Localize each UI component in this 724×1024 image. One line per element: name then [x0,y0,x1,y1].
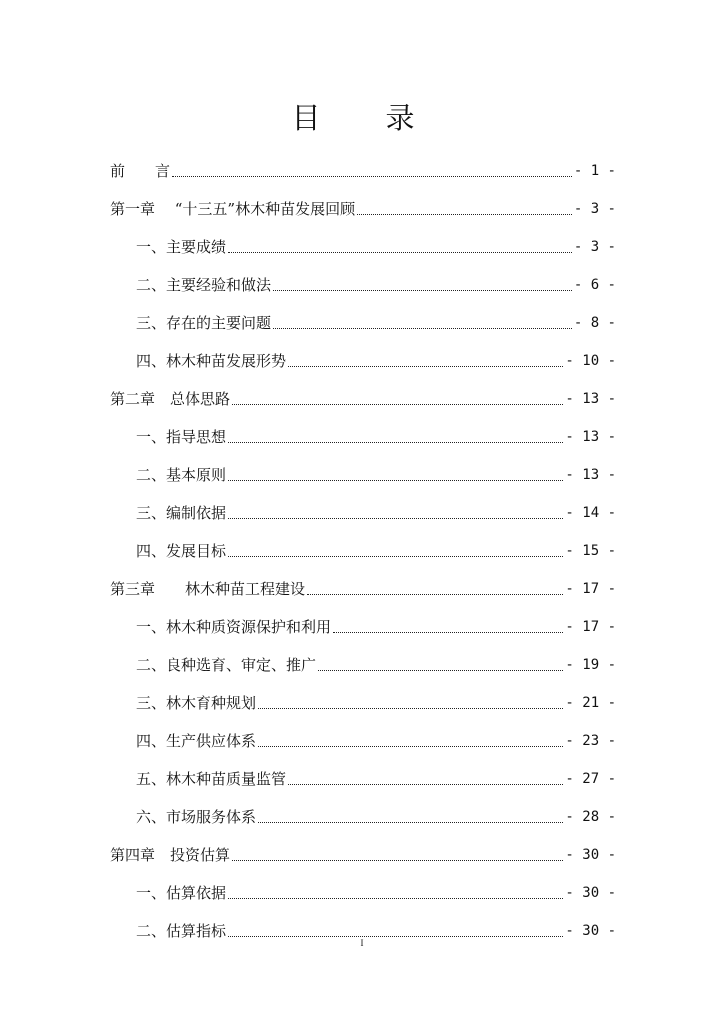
toc-entry-label: 一、林木种质资源保护和利用 [136,618,332,636]
toc-entry-label: 三、林木育种规划 [136,694,257,712]
toc-entry-page: - 30 - [565,885,616,901]
toc-leader-dots [232,403,563,405]
toc-entry-page: - 8 - [573,315,616,331]
toc-entry-section[interactable] [110,713,616,751]
toc-entry-preface[interactable] [110,143,616,181]
toc-leader-dots [318,669,563,671]
toc-entry-page: - 30 - [565,923,616,939]
toc-entry-page: - 30 - [565,847,616,863]
toc-entry-section[interactable] [110,675,616,713]
toc-entry-section[interactable] [110,447,616,485]
toc-entry-page: - 1 - [573,163,616,179]
toc-leader-dots [357,213,572,215]
toc-entry-label: 一、主要成绩 [136,238,227,256]
toc-entry-page: - 13 - [565,467,616,483]
toc-entry-page: - 17 - [565,619,616,635]
toc-leader-dots [333,631,563,633]
toc-entry-section[interactable] [110,219,616,257]
toc-leader-dots [258,707,563,709]
toc-entry-page: - 13 - [565,429,616,445]
toc-entry-page: - 27 - [565,771,616,787]
toc-entry-section[interactable] [110,409,616,447]
toc-leader-dots [288,365,563,367]
toc-entry-label: 一、估算依据 [136,884,227,902]
toc-entry-section[interactable] [110,865,616,903]
toc-entry-chapter-3[interactable] [110,561,616,599]
toc-leader-dots [172,175,572,177]
toc-entry-label: 一、指导思想 [136,428,227,446]
toc-entry-section[interactable] [110,523,616,561]
toc-entry-section[interactable] [110,599,616,637]
toc-leader-dots [228,517,563,519]
toc-entry-label: 六、市场服务体系 [136,808,257,826]
toc-entry-label: 四、林木种苗发展形势 [136,352,287,370]
toc-entry-page: - 14 - [565,505,616,521]
toc-leader-dots [307,593,563,595]
toc-leader-dots [288,783,563,785]
toc-entry-label: 第二章 总体思路 [110,390,231,408]
toc-leader-dots [228,441,563,443]
toc-entry-section[interactable] [110,257,616,295]
toc-leader-dots [228,897,563,899]
toc-leader-dots [273,327,572,329]
toc-entry-label: 第三章 林木种苗工程建设 [110,580,306,598]
toc-entry-label: 第一章 “十三五”林木种苗发展回顾 [110,200,356,218]
toc-entry-label: 第四章 投资估算 [110,846,231,864]
toc-entry-page: - 13 - [565,391,616,407]
toc-entry-page: - 3 - [573,201,616,217]
page-number-footer: I [360,938,364,948]
toc-entry-page: - 3 - [573,239,616,255]
toc-entry-label: 二、主要经验和做法 [136,276,272,294]
toc-entry-section[interactable] [110,903,616,941]
toc-entry-label: 三、存在的主要问题 [136,314,272,332]
toc-leader-dots [232,859,563,861]
toc-entry-page: - 15 - [565,543,616,559]
toc-entry-label: 二、估算指标 [136,922,227,940]
toc-entry-label: 二、基本原则 [136,466,227,484]
toc-entry-page: - 19 - [565,657,616,673]
toc-entry-section[interactable] [110,485,616,523]
toc-entry-label: 前 言 [110,162,171,180]
toc-entry-section[interactable] [110,789,616,827]
toc-entry-section[interactable] [110,295,616,333]
toc-entry-section[interactable] [110,751,616,789]
toc-entry-chapter-2[interactable] [110,371,616,409]
toc-entry-page: - 10 - [565,353,616,369]
toc-leader-dots [228,555,563,557]
toc-entry-label: 二、良种选育、审定、推广 [136,656,317,674]
toc-entry-label: 五、林木种苗质量监管 [136,770,287,788]
toc-entry-page: - 23 - [565,733,616,749]
toc-entry-chapter-1[interactable] [110,181,616,219]
toc-entry-page: - 6 - [573,277,616,293]
toc-entry-page: - 17 - [565,581,616,597]
toc-entry-page: - 21 - [565,695,616,711]
toc-leader-dots [258,745,563,747]
toc-entry-chapter-4[interactable] [110,827,616,865]
table-of-contents [110,143,616,941]
toc-entry-page: - 28 - [565,809,616,825]
toc-leader-dots [273,289,572,291]
toc-entry-section[interactable] [110,637,616,675]
toc-entry-section[interactable] [110,333,616,371]
toc-leader-dots [228,251,572,253]
page-title: 目 录 [291,101,433,135]
toc-leader-dots [258,821,563,823]
toc-leader-dots [228,935,563,937]
toc-entry-label: 四、发展目标 [136,542,227,560]
toc-entry-label: 四、生产供应体系 [136,732,257,750]
toc-entry-label: 三、编制依据 [136,504,227,522]
toc-leader-dots [228,479,563,481]
